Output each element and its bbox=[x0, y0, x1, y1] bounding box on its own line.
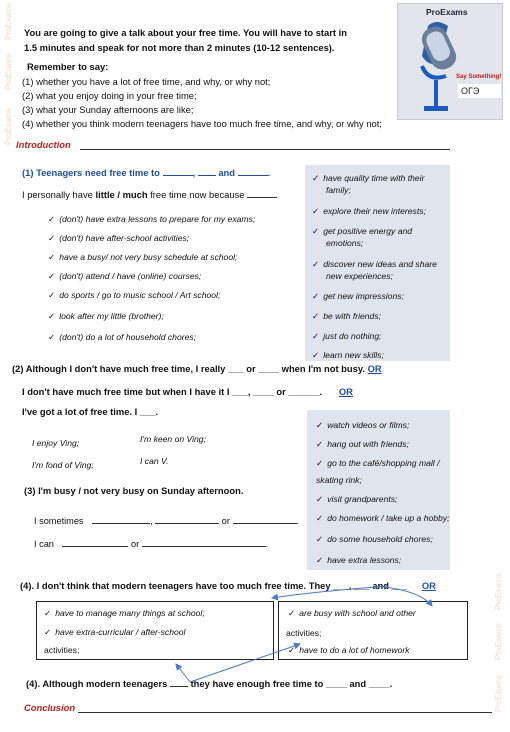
s3-or: or bbox=[131, 539, 140, 549]
list-item-text: look after my little (brother); bbox=[59, 311, 164, 321]
list-item: ✓ have to do a lot of homework bbox=[288, 645, 410, 655]
list-item: ✓ hang out with friends; bbox=[316, 439, 409, 449]
list-item: ✓ discover new ideas and share bbox=[312, 259, 437, 269]
phrase-can: I can V. bbox=[140, 456, 169, 466]
or-link: OR bbox=[338, 386, 353, 397]
s4-line-1-text: (4). I don't think that modern teenagers have too much free time. They ___, ___ and ___ bbox=[20, 580, 408, 591]
list-item-text: have a busy/ not very busy schedule at school; bbox=[59, 252, 238, 262]
list-item: ✓ get positive energy and bbox=[312, 226, 413, 236]
introduction-label: Introduction bbox=[16, 139, 71, 150]
list-item-text: hang out with friends; bbox=[327, 439, 409, 449]
s3-or: or bbox=[221, 516, 230, 526]
list-item-text: get positive energy and bbox=[323, 226, 413, 236]
s3-ican-text: I can bbox=[34, 539, 54, 549]
list-item: ✓ have extra-curricular / after-school bbox=[44, 627, 186, 637]
list-item-text: (don't) have after-school activities; bbox=[59, 233, 190, 243]
watermark: ProExams bbox=[494, 573, 503, 610]
watermark: ProExams bbox=[494, 675, 503, 712]
list-item-text: do homework / take up a hobby; bbox=[327, 513, 450, 523]
list-item-text: have to do a lot of homework bbox=[299, 645, 410, 655]
list-item-text: get new impressions; bbox=[323, 291, 404, 301]
task-point-1: (1) whether you have a lot of free time, and why, or why not; bbox=[22, 76, 271, 87]
list-item-text: just do nothing; bbox=[323, 331, 382, 341]
watermark: ProExams bbox=[494, 623, 503, 660]
list-item-text: go to the café/shopping mall / bbox=[327, 458, 440, 468]
list-item-text: are busy with school and other bbox=[299, 608, 416, 618]
list-item: ✓ (don't) have after-school activities; bbox=[48, 233, 190, 243]
list-item-text: (don't) attend / have (online) courses; bbox=[59, 271, 202, 281]
list-item-text: have extra lessons; bbox=[327, 555, 402, 565]
list-item: ✓ (don't) do a lot of household chores; bbox=[48, 332, 197, 342]
s2-line-3: I've got a lot of free time. I ___. bbox=[22, 406, 159, 417]
s4-line-2-end: they have enough free time to ____ and ____. bbox=[190, 678, 393, 689]
list-item-text: have to manage many things at school; bbox=[55, 608, 205, 618]
list-item: ✓ do sports / go to music school / Art school; bbox=[48, 290, 221, 300]
list-item: ✓ look after my little (brother); bbox=[48, 311, 164, 321]
logo-oge: ОГЭ bbox=[458, 84, 501, 98]
list-item-text: family; bbox=[326, 185, 351, 195]
list-item: ✓ have to manage many things at school; bbox=[44, 608, 205, 618]
list-item-text: explore their new interests; bbox=[323, 206, 426, 216]
list-item: ✓ have a busy/ not very busy schedule at school; bbox=[48, 252, 238, 262]
list-item-text: emotions; bbox=[326, 238, 364, 248]
list-item: ✓ learn new skills; bbox=[312, 350, 384, 360]
conclusion-line bbox=[78, 712, 492, 713]
s2-line-2-text: I don't have much free time but when I have it I ___, ____ or ______. bbox=[22, 386, 323, 397]
list-item-text: new experiences; bbox=[326, 271, 393, 281]
task-point-2: (2) what you enjoy doing in your free time; bbox=[22, 90, 197, 101]
list-item-text: activities; bbox=[44, 645, 80, 655]
s3-title: (3) I'm busy / not very busy on Sunday afternoon. bbox=[24, 485, 244, 496]
s2-line-1-text: (2) Although I don't have much free time, I really ___ or ____ when I'm not busy. bbox=[12, 363, 365, 374]
list-item: ✓ visit grandparents; bbox=[316, 494, 398, 504]
list-item-text: discover new ideas and share bbox=[323, 259, 437, 269]
list-item: ✓ are busy with school and other bbox=[288, 608, 416, 618]
or-link: OR bbox=[421, 580, 436, 591]
conclusion-label: Conclusion bbox=[24, 702, 76, 713]
s1-personally-text: I personally have bbox=[22, 189, 96, 200]
list-item: ✓ get new impressions; bbox=[312, 291, 404, 301]
s1-because: free time now because bbox=[147, 189, 245, 200]
list-item: ✓ (don't) attend / have (online) courses; bbox=[48, 271, 202, 281]
watermark: ProExams bbox=[4, 3, 13, 40]
list-item: ✓ watch videos or films; bbox=[316, 420, 410, 430]
list-item: ✓ do homework / take up a hobby; bbox=[316, 513, 450, 523]
list-item: ✓ have extra lessons; bbox=[316, 555, 402, 565]
list-item-text: watch videos or films; bbox=[327, 420, 410, 430]
phrase-keen: I'm keen on Ving; bbox=[140, 434, 206, 444]
list-item-text: skating rink; bbox=[316, 475, 362, 485]
s1-title-and: and bbox=[218, 167, 235, 178]
list-item-text: do some household chores; bbox=[327, 534, 433, 544]
list-item: ✓ do some household chores; bbox=[316, 534, 433, 544]
list-item: ✓ have quality time with their bbox=[312, 173, 425, 183]
list-item-text: activities; bbox=[286, 628, 322, 638]
task-line-1: You are going to give a talk about your free time. You will have to start in bbox=[24, 27, 347, 38]
list-item-text: learn new skills; bbox=[323, 350, 384, 360]
list-item-text: have quality time with their bbox=[323, 173, 425, 183]
list-item-text: have extra-curricular / after-school bbox=[55, 627, 186, 637]
task-point-4: (4) whether you think modern teenagers have too much free time, and why, or why not; bbox=[22, 118, 382, 129]
task-line-2: 1.5 minutes and speak for not more than 2 minutes (10-12 sentences). bbox=[24, 42, 335, 53]
list-item-text: (don't) do a lot of household chores; bbox=[59, 332, 197, 342]
list-item: ✓ be with friends; bbox=[312, 311, 382, 321]
s3-sometimes-text: I sometimes bbox=[34, 516, 84, 526]
list-item: ✓ explore their new interests; bbox=[312, 206, 426, 216]
list-item: ✓ (don't) have extra lessons to prepare for my exams; bbox=[48, 214, 256, 224]
remember-label: Remember to say: bbox=[27, 61, 109, 72]
s3-ican-line: I can or . bbox=[34, 539, 269, 549]
list-item-text: be with friends; bbox=[323, 311, 382, 321]
task-point-3: (3) what your Sunday afternoons are like; bbox=[22, 104, 194, 115]
s3-sometimes-line: I sometimes , or . bbox=[34, 516, 300, 526]
list-item-text: (don't) have extra lessons to prepare for my exams; bbox=[59, 214, 256, 224]
watermark: ProExams bbox=[4, 108, 13, 145]
phrase-enjoy: I enjoy Ving; bbox=[32, 438, 80, 448]
list-item: ✓ go to the café/shopping mall / bbox=[316, 458, 440, 468]
list-item: ✓ just do nothing; bbox=[312, 331, 382, 341]
list-item-text: visit grandparents; bbox=[327, 494, 398, 504]
s4-line-2-start: (4). Although modern teenagers bbox=[26, 678, 168, 689]
s1-title: (1) Teenagers need free time to , and . bbox=[22, 167, 271, 178]
or-link: OR bbox=[367, 363, 382, 374]
list-item-text: do sports / go to music school / Art school; bbox=[59, 290, 221, 300]
s1-little-much: little / much bbox=[95, 189, 148, 200]
logo-say-something: Say Something! bbox=[456, 74, 502, 80]
s1-title-text: (1) Teenagers need free time to bbox=[22, 167, 160, 178]
watermark: ProExams bbox=[4, 53, 13, 90]
phrase-fond: I'm fond of Ving; bbox=[32, 460, 94, 470]
logo-brand: ProExams bbox=[426, 7, 468, 17]
